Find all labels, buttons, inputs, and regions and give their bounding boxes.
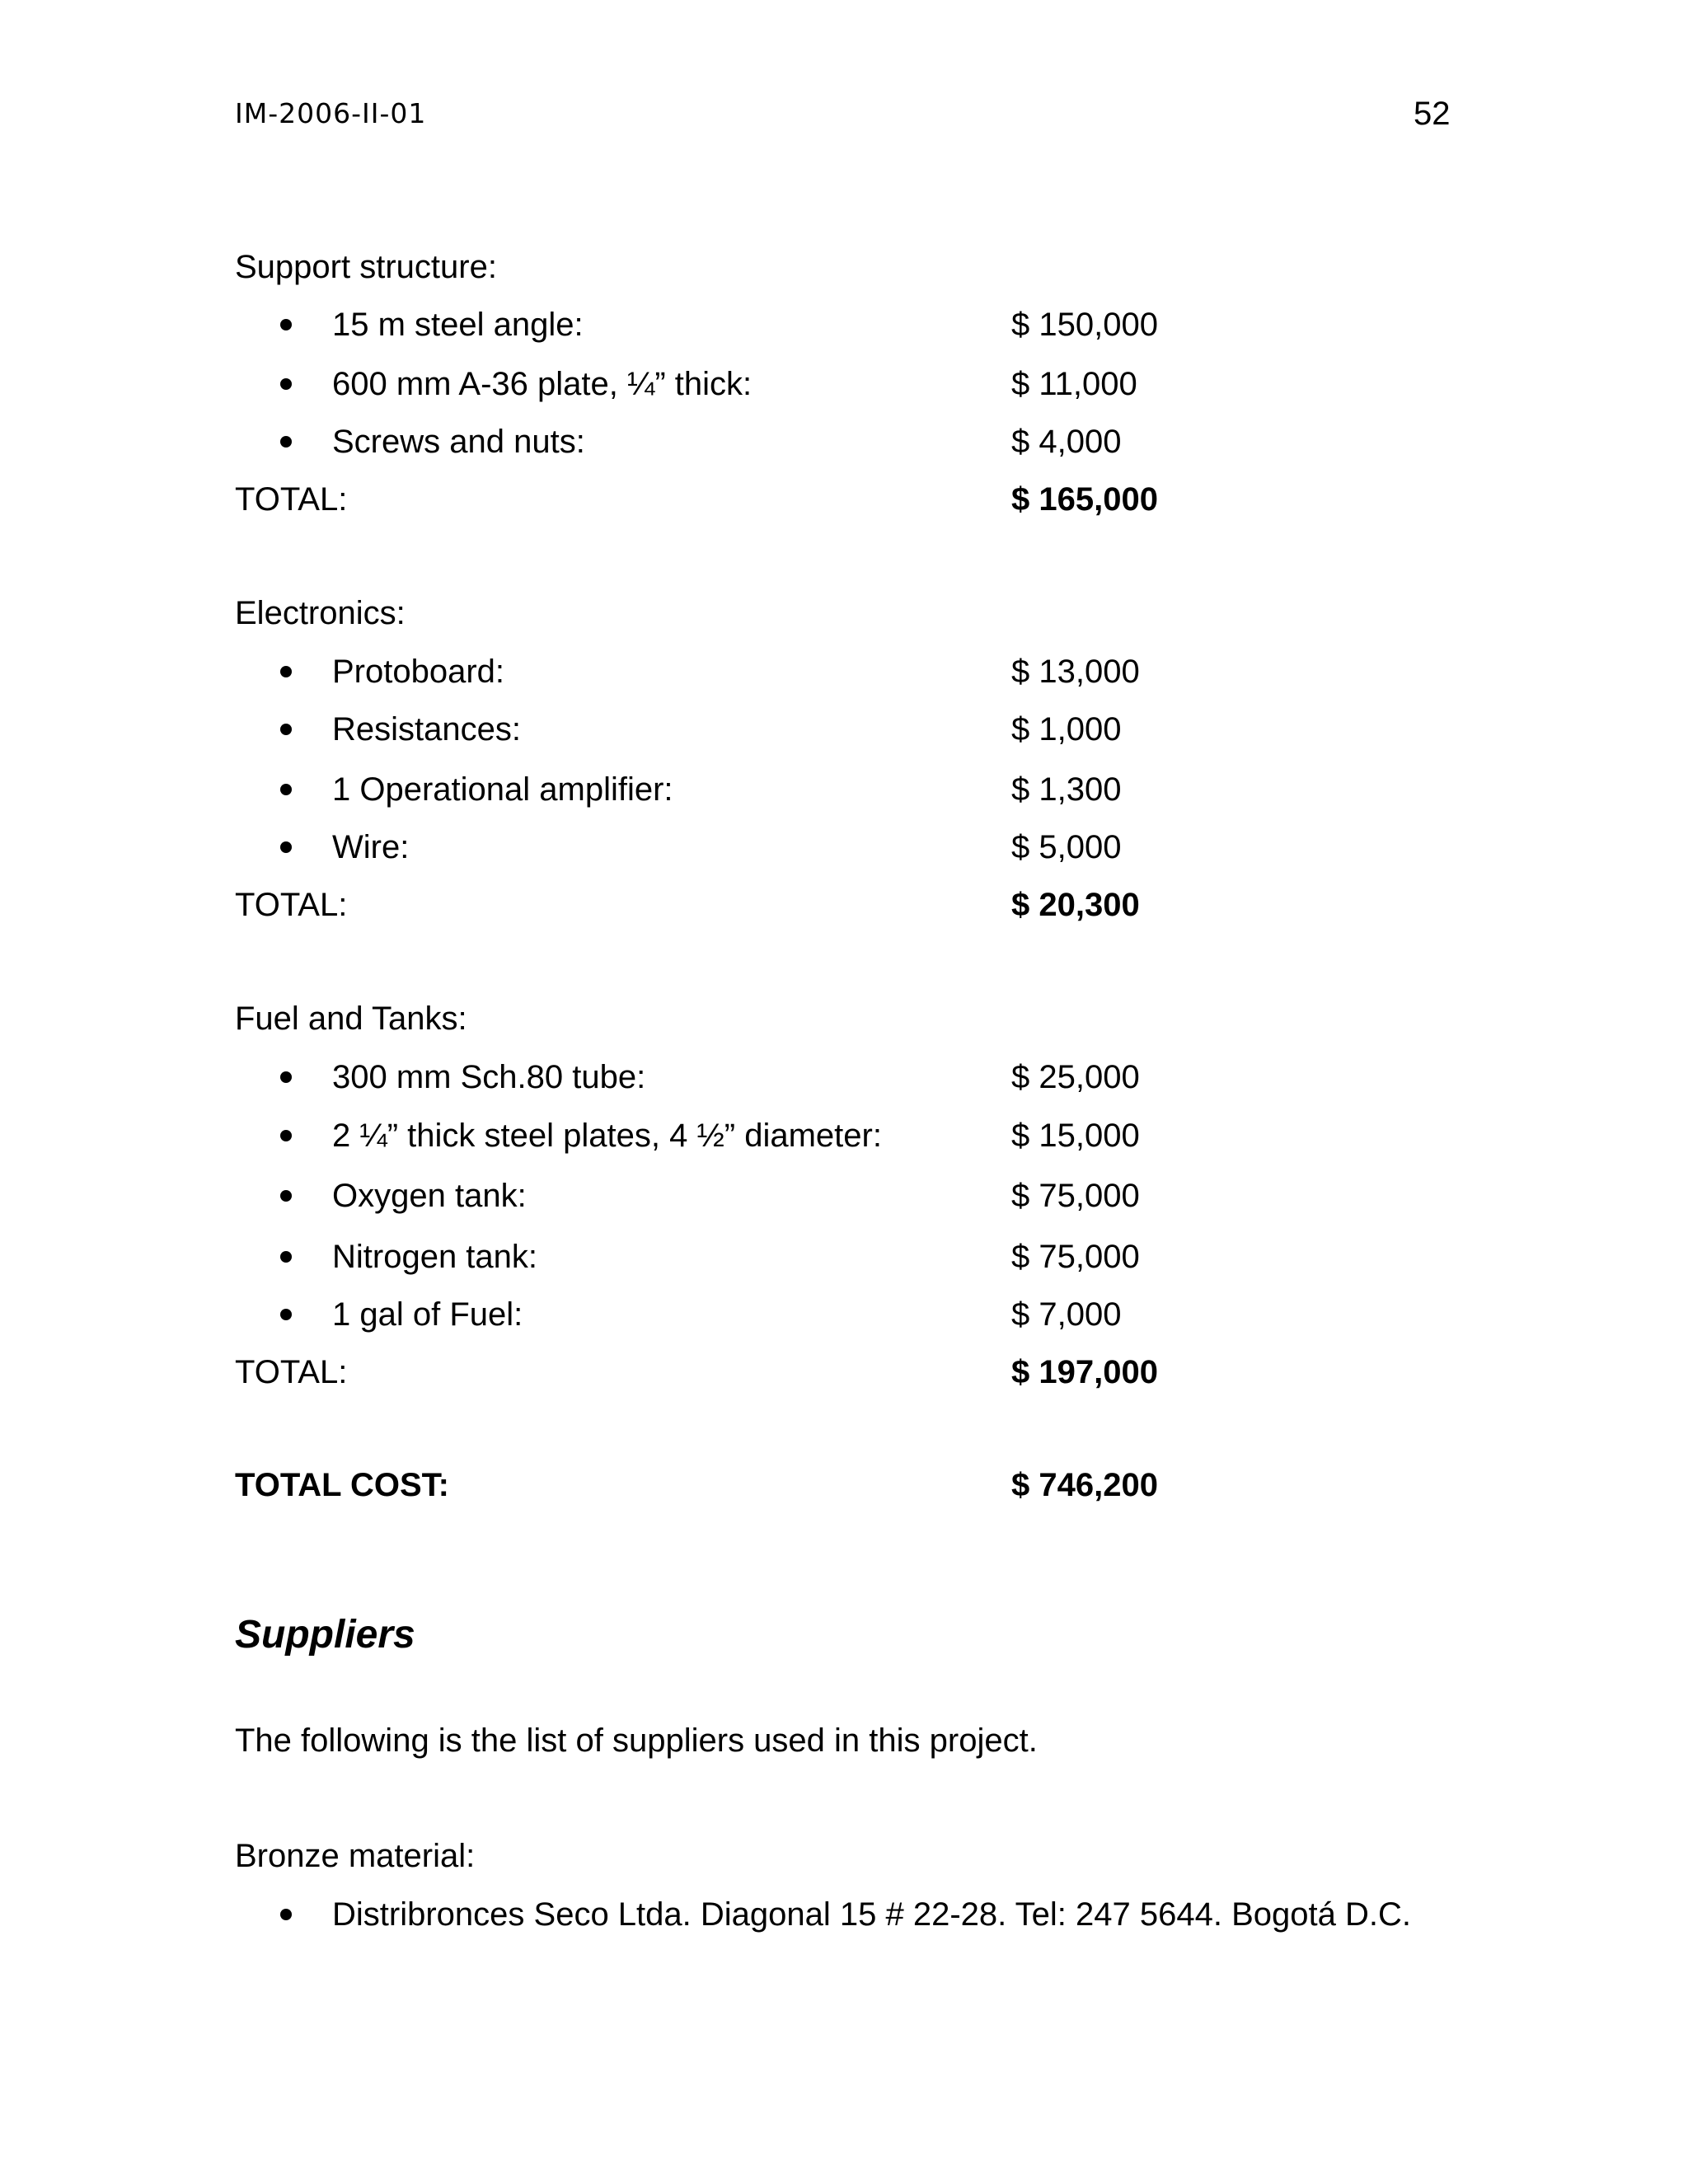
- list-item-value: $ 1,300: [1011, 771, 1122, 808]
- bullet-icon: [280, 436, 292, 448]
- section-title-fuel: Fuel and Tanks:: [235, 1001, 467, 1037]
- list-item-label: 300 mm Sch.80 tube:: [332, 1059, 646, 1095]
- section-title-bronze: Bronze material:: [235, 1838, 476, 1874]
- list-item-value: $ 11,000: [1011, 366, 1137, 402]
- bullet-icon: [280, 1309, 292, 1320]
- list-item-label: Screws and nuts:: [332, 424, 585, 460]
- list-item-value: $ 4,000: [1011, 424, 1122, 460]
- list-item-label: Protoboard:: [332, 654, 505, 690]
- list-item-value: $ 1,000: [1011, 711, 1122, 748]
- list-item-value: $ 5,000: [1011, 829, 1122, 865]
- bullet-icon: [280, 1909, 292, 1920]
- page-number: 52: [1414, 96, 1451, 132]
- bullet-icon: [280, 1130, 292, 1141]
- list-item-value: $ 75,000: [1011, 1239, 1140, 1275]
- bullet-icon: [280, 1071, 292, 1083]
- supplier-item: Distribronces Seco Ltda. Diagonal 15 # 22-28. Tel: 247 5644. Bogotá D.C.: [332, 1896, 1411, 1933]
- document-id: IM-2006-II-01: [235, 97, 427, 129]
- section-title-support: Support structure:: [235, 249, 497, 285]
- total-label-electronics: TOTAL:: [235, 887, 348, 923]
- section-title-electronics: Electronics:: [235, 595, 406, 631]
- grand-total-value: $ 746,200: [1011, 1467, 1158, 1503]
- list-item-label: Resistances:: [332, 711, 521, 748]
- bullet-icon: [280, 378, 292, 390]
- list-item-label: Oxygen tank:: [332, 1178, 527, 1214]
- bullet-icon: [280, 784, 292, 795]
- list-item-label: 15 m steel angle:: [332, 307, 584, 343]
- list-item-value: $ 150,000: [1011, 307, 1158, 343]
- bullet-icon: [280, 841, 292, 853]
- list-item-value: $ 25,000: [1011, 1059, 1140, 1095]
- total-value-fuel: $ 197,000: [1011, 1354, 1158, 1390]
- list-item-label: 1 Operational amplifier:: [332, 771, 673, 808]
- list-item-label: 600 mm A-36 plate, ¼” thick:: [332, 366, 753, 402]
- bullet-icon: [280, 1190, 292, 1202]
- total-label-fuel: TOTAL:: [235, 1354, 348, 1390]
- list-item-label: 1 gal of Fuel:: [332, 1296, 523, 1333]
- list-item-value: $ 13,000: [1011, 654, 1140, 690]
- bullet-icon: [280, 724, 292, 735]
- bullet-icon: [280, 666, 292, 677]
- list-item-label: 2 ¼” thick steel plates, 4 ½” diameter:: [332, 1118, 882, 1154]
- suppliers-heading: Suppliers: [235, 1613, 415, 1657]
- bullet-icon: [280, 1251, 292, 1263]
- list-item-value: $ 75,000: [1011, 1178, 1140, 1214]
- bullet-icon: [280, 319, 292, 330]
- total-value-electronics: $ 20,300: [1011, 887, 1140, 923]
- total-label-support: TOTAL:: [235, 481, 348, 518]
- suppliers-intro: The following is the list of suppliers used in this project.: [235, 1722, 1038, 1759]
- grand-total-label: TOTAL COST:: [235, 1467, 449, 1503]
- list-item-label: Nitrogen tank:: [332, 1239, 538, 1275]
- list-item-label: Wire:: [332, 829, 410, 865]
- total-value-support: $ 165,000: [1011, 481, 1158, 518]
- list-item-value: $ 15,000: [1011, 1118, 1140, 1154]
- list-item-value: $ 7,000: [1011, 1296, 1122, 1333]
